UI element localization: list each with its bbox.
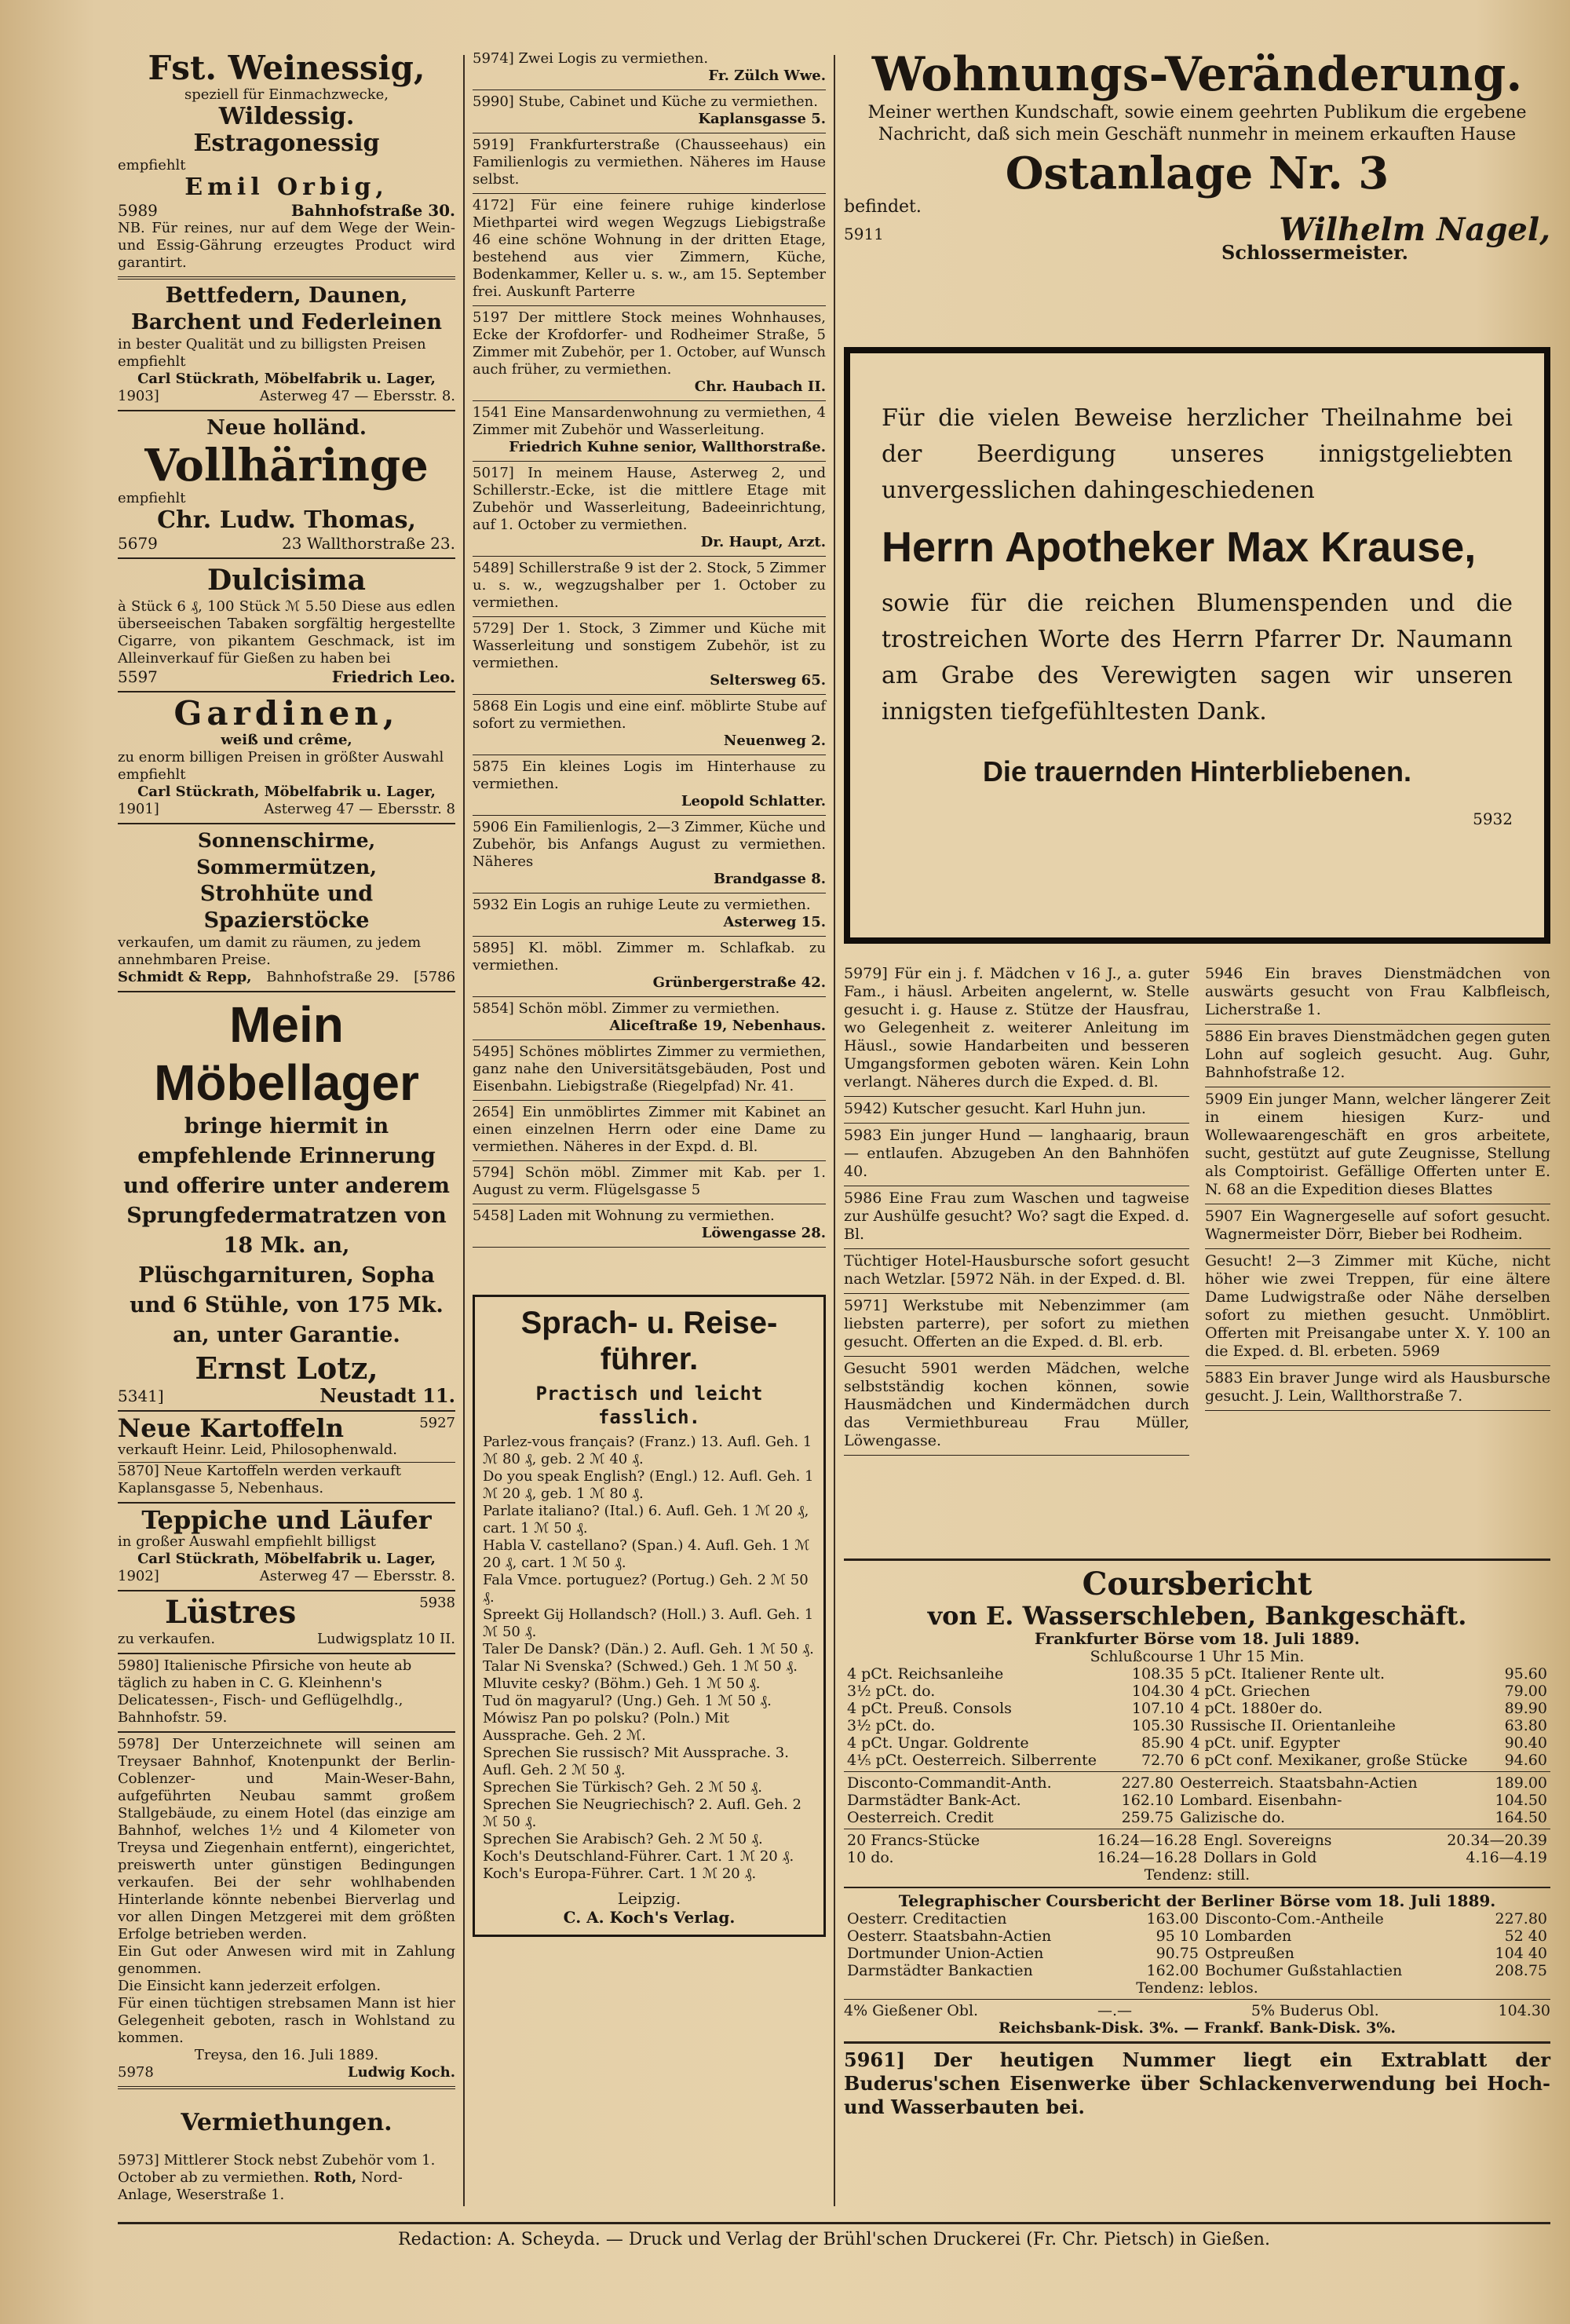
ad-pfirsiche <box>118 1654 455 1733</box>
cours-row <box>844 1809 1550 1826</box>
ad-title: Vollhäringe <box>144 440 429 491</box>
footer-rule <box>118 2222 1550 2224</box>
cours-value: 259.75 <box>1121 1809 1174 1826</box>
ad-number: 5978] <box>118 1736 159 1752</box>
section-vermiethungen <box>118 2089 455 2204</box>
cours-value: 94.60 <box>1504 1752 1547 1769</box>
ad-name: Roth, <box>313 2169 357 2186</box>
cours-item: 3½ pCt. do. <box>847 1717 936 1734</box>
ad-text: NB. Für reines, nur auf dem Wege der Wein- und Essig-Gährung erzeugtes Product wird garantirt. <box>118 220 455 271</box>
cours-item: 4⅕ pCt. Oesterreich. Silberrente <box>847 1752 1097 1769</box>
ad-number: 5989 <box>118 201 158 220</box>
cours-row <box>844 1962 1550 1979</box>
notice-name: Herrn Apotheker Max Krause, <box>882 524 1477 571</box>
rental-ad <box>473 1204 826 1248</box>
ad-signature: Kaplansgasse 5. <box>698 111 826 127</box>
ad-text: Practisch und leicht fasslich. <box>535 1383 763 1428</box>
cours-row <box>844 1700 1550 1717</box>
cours-value: 20.34—20.39 <box>1447 1832 1547 1849</box>
cours-value: 227.80 <box>1495 1910 1547 1928</box>
cours-item: 4 pCt. 1880er do. <box>1190 1700 1323 1717</box>
cours-time: Schlußcourse 1 Uhr 15 Min. <box>1090 1648 1305 1665</box>
ad-text: 5895] Kl. möbl. Zimmer m. Schlafkab. zu vermiethen. <box>473 940 826 974</box>
cours-item: Ostpreußen <box>1205 1945 1294 1962</box>
guide-entry: Sprechen Sie russisch? Mit Aussprache. 3. Aufl. Geh. 2 ℳ 50 ₰. <box>483 1745 789 1778</box>
ad-text: Meiner werthen Kundschaft, sowie einem geehrten Publikum die ergebene Nachricht, daß sich mein Geschäft nunmehr in meinem erkauften Hause <box>867 103 1527 144</box>
column-rule <box>463 55 465 2206</box>
classified-ad: 5883 Ein braver Junge wird als Hausbursche gesucht. J. Lein, Wallthorstraße 7. <box>1205 1366 1550 1411</box>
guide-entry: Parlez-vous français? (Franz.) 13. Aufl. Geh. 1 ℳ 80 ₰, geb. 2 ℳ 40 ₰. <box>483 1434 812 1467</box>
ad-number: 5973] <box>118 2152 159 2169</box>
cours-item: Oesterr. Creditactien <box>847 1910 1007 1928</box>
ad-number: 5927 <box>419 1415 455 1431</box>
classified-ad: 5942) Kutscher gesucht. Karl Huhn jun. <box>844 1097 1189 1124</box>
guide-entry: Spreekt Gij Hollandsch? (Holl.) 3. Aufl. Geh. 1 ℳ 50 ₰. <box>483 1606 814 1640</box>
ad-number: 1901] <box>118 801 159 817</box>
ad-title: Wildessig. <box>218 103 355 130</box>
guide-entry: Parlate italiano? (Ital.) 6. Aufl. Geh. 1 ℳ 20 ₰, cart. 1 ℳ 50 ₰. <box>483 1503 809 1537</box>
ad-title: Gardinen, <box>173 694 400 733</box>
ad-text: zu enorm billigen Preisen in größter Auswahl empfiehlt <box>118 749 444 783</box>
ad-text: Schlossermeister. <box>1221 241 1408 264</box>
ad-text: bringe hiermit in empfehlende Erinnerung und offerire unter anderem Sprungfedermatratzen von 18 Mk. an, Plüschgarnituren, Sopha und 6 Stühle, von 175 Mk. an, unter Garantie. <box>123 1114 450 1347</box>
cours-value: 16.24—16.28 <box>1097 1832 1198 1849</box>
cours-value: 79.00 <box>1504 1683 1547 1700</box>
ad-text: 5875 Ein kleines Logis im Hinterhause zu vermiethen. <box>473 758 826 792</box>
cours-subtitle: von E. Wasserschleben, Bankgeschäft. <box>927 1601 1467 1631</box>
ad-name: Wilhelm Nagel, <box>1279 211 1550 248</box>
ad-address: Nord-Anlage, Weserstraße 1. <box>118 2169 403 2203</box>
rental-ad <box>473 816 826 893</box>
ad-number: 5341] <box>118 1387 164 1405</box>
ad-title: Mein Möbellager <box>154 996 419 1111</box>
cours-row <box>844 1832 1550 1849</box>
ad-text: 1541 Eine Mansardenwohnung zu vermiethen, 4 Zimmer mit Zubehör und Wasserleitung. <box>473 404 826 438</box>
guide-entry: Koch's Europa-Führer. Cart. 1 ℳ 20 ₰. <box>483 1865 757 1882</box>
cours-item: Lombarden <box>1205 1928 1292 1945</box>
ad-address: Asterweg 47 — Ebersstr. 8. <box>259 1568 455 1584</box>
cours-item: 4 pCt. Griechen <box>1190 1683 1310 1700</box>
rental-ad <box>473 617 826 695</box>
cours-tendenz: Tendenz: leblos. <box>1136 1979 1258 1997</box>
ad-number: 1903] <box>118 388 159 404</box>
cours-item: 4 pCt. unif. Egypter <box>1190 1734 1340 1752</box>
ad-name: Ludwig Koch. <box>347 2064 455 2081</box>
guide-entry: Taler De Dansk? (Dän.) 2. Aufl. Geh. 1 ℳ 50 ₰. <box>483 1641 814 1657</box>
ad-title: Wohnungs-Veränderung. <box>871 47 1523 102</box>
guide-entry: Mluvite cesky? (Böhm.) Geh. 1 ℳ 50 ₰. <box>483 1675 761 1692</box>
ad-text: 5854] Schön möbl. Zimmer zu vermiethen. <box>473 1000 780 1017</box>
cours-row <box>844 1683 1550 1700</box>
cours-value: 89.90 <box>1504 1700 1547 1717</box>
rental-ad <box>473 1161 826 1204</box>
ad-text: 2654] Ein unmöblirtes Zimmer mit Kabinet an einen einzelnen Herrn oder eine Dame zu vermiethen. Näheres in der Expd. d. Bl. <box>473 1104 826 1155</box>
cours-item: 4% Gießener Obl. <box>844 2002 979 2019</box>
cours-item: Bochumer Gußstahlactien <box>1205 1962 1403 1979</box>
column-2 <box>473 47 826 1937</box>
cours-title: Coursbericht <box>1082 1566 1313 1602</box>
divider <box>844 1558 1550 1561</box>
cours-row <box>844 1774 1550 1792</box>
ad-address: Ostanlage Nr. 3 <box>1005 148 1389 199</box>
ad-signature: Neuenweg 2. <box>723 733 826 749</box>
cours-value: 85.90 <box>1141 1734 1185 1752</box>
ad-text: Für einen tüchtigen strebsamen Mann ist hier Gelegenheit geboten, rasch in Wohlstand zu kommen. <box>118 1995 455 2046</box>
cours-item: 4 pCt. Ungar. Goldrente <box>847 1734 1029 1752</box>
ad-signature: Seltersweg 65. <box>710 672 826 689</box>
guide-entry: Sprechen Sie Arabisch? Geh. 2 ℳ 50 ₰. <box>483 1831 763 1847</box>
cours-value: 162.10 <box>1121 1792 1174 1809</box>
ad-signature: Friedrich Kuhne senior, Wallthorstraße. <box>509 439 826 455</box>
ad-address: Ludwigsplatz 10 II. <box>316 1631 455 1647</box>
ad-number: 5938 <box>419 1595 455 1611</box>
ad-text: 5495] Schönes möblirtes Zimmer zu vermiethen, ganz nahe den Universitätsgebäuden, Post und Eisenbahn. Liebigstraße (Riegelpfad) Nr. 41. <box>473 1043 826 1094</box>
ad-title: Neue Kartoffeln <box>118 1413 344 1443</box>
ad-text: Ein Gut oder Anwesen wird mit in Zahlung genommen. <box>118 1943 455 1977</box>
ad-name: Carl Stückrath, Möbelfabrik u. Lager, <box>137 784 436 800</box>
ad-text: 4172] Für eine feinere ruhige kinderlose Miethpartei wird wegen Wegzugs Liebigstraße 46 eine schöne Wohnung in der dritten Etage, bestehend aus vier Zimmern, Küche, Bodenkammer, Keller u. s. w., am 15. September frei. Auskunft Parterre <box>473 197 826 300</box>
ad-text: à Stück 6 ₰, 100 Stück ℳ 5.50 Diese aus edlen überseeischen Tabaken sorgfältig hergestellte Cigarre, von pikantem Geschmack, ist im Alleinverkauf für Gießen zu haben bei <box>118 598 455 667</box>
ad-text: Mittlerer Stock nebst Zubehör vom 1. October ab zu vermiethen. <box>118 2152 436 2186</box>
cours-value: 104.30 <box>1498 2002 1550 2019</box>
guide-entry: Sprechen Sie Neugriechisch? 2. Aufl. Geh. 2 ℳ 50 ₰. <box>483 1796 801 1830</box>
rental-ad <box>473 557 826 617</box>
cours-row <box>844 1792 1550 1809</box>
column-3 <box>844 47 1550 262</box>
ad-text: 5197 Der mittlere Stock meines Wohnhauses, Ecke der Krofdorfer- und Rodheimer Straße, 5 Zimmer mit Zubehör, per 1. October, auf Wunsch auch früher, zu vermiethen. <box>473 309 826 378</box>
ad-title: Dulcisima <box>206 564 367 597</box>
guide-entry: Tud ön magyarul? (Ung.) Geh. 1 ℳ 50 ₰. <box>483 1693 772 1709</box>
cours-item: Disconto-Commandit-Anth. <box>847 1774 1052 1792</box>
ad-number: 5679 <box>118 534 158 553</box>
ad-text: befindet. <box>844 197 922 217</box>
cours-item: 5 pCt. Italiener Rente ult. <box>1190 1665 1386 1683</box>
ad-number: 5911 <box>844 225 884 243</box>
cours-item: Oesterr. Staatsbahn-Actien <box>847 1928 1052 1945</box>
section-title: Vermiethungen. <box>181 2109 392 2136</box>
ad-weinessig <box>118 47 455 280</box>
cours-value: 63.80 <box>1504 1717 1547 1734</box>
ad-title: Estragonessig <box>193 130 380 157</box>
rental-ad <box>473 1101 826 1161</box>
ad-wohnung <box>844 47 1550 262</box>
ad-text: in großer Auswahl empfiehlt billigst <box>118 1533 376 1550</box>
classified-ad: 5983 Ein junger Hund — langhaarig, braun — entlaufen. Abzugeben An den Bahnhöfen 40. <box>844 1124 1189 1186</box>
ad-text: Die Einsicht kann jederzeit erfolgen. <box>118 1978 382 1994</box>
ad-text: 5729] Der 1. Stock, 3 Zimmer und Küche mit Wasserleitung und sonstigem Zubehör, ist zu vermiethen. <box>473 620 826 671</box>
coursbericht <box>844 1566 1550 2119</box>
ad-text: 5489] Schillerstraße 9 ist der 2. Stock, 5 Zimmer u. s. w., wegzugshalber per 1. October zu vermiethen. <box>473 560 826 611</box>
cours-value: 189.00 <box>1495 1774 1547 1792</box>
cours-item: 3½ pCt. do. <box>847 1683 936 1700</box>
cours-item: Dortmunder Union-Actien <box>847 1945 1044 1962</box>
cours-value: 90.40 <box>1504 1734 1547 1752</box>
guide-entry: Koch's Deutschland-Führer. Cart. 1 ℳ 20 ₰. <box>483 1848 794 1865</box>
ad-text: in bester Qualität und zu billigsten Preisen empfiehlt <box>118 336 426 370</box>
ad-text: empfiehlt <box>118 490 186 506</box>
column-3-right-ads <box>1205 962 1550 1411</box>
cours-item: Engl. Sovereigns <box>1203 1832 1332 1849</box>
ad-text: 5974] Zwei Logis zu vermiethen. <box>473 50 709 67</box>
cours-value: 104.50 <box>1495 1792 1547 1809</box>
ad-text: zu verkaufen. <box>118 1631 216 1647</box>
ad-address: Asterweg 47 — Ebersstr. 8. <box>259 388 455 404</box>
cours-table <box>844 1774 1550 1826</box>
cours-value: 95.60 <box>1504 1665 1547 1683</box>
ad-name: Schmidt & Repp, <box>118 969 252 985</box>
cours-bank: Reichsbank-Disk. 3%. — Frankf. Bank-Disk. 3%. <box>998 2019 1397 2037</box>
ad-gardinen <box>118 692 455 824</box>
notice-text: Für die vielen Beweise herzlicher Theilnahme bei der Beerdigung unseres innigstgeliebten unvergesslichen dahingeschiedenen <box>882 404 1513 504</box>
ad-number: 5597 <box>118 667 158 686</box>
classified-ad: 5886 Ein braves Dienstmädchen gegen guten Lohn auf sogleich gesucht. Aug. Guhr, Bahnhofstraße 12. <box>1205 1025 1550 1087</box>
cours-item: Galizische do. <box>1180 1809 1286 1826</box>
ad-kartoffeln <box>118 1412 455 1504</box>
cours-item: Darmstädter Bankactien <box>847 1962 1033 1979</box>
ad-text: 5932 Ein Logis an ruhige Leute zu vermiethen. <box>473 897 811 913</box>
rental-ad <box>473 133 826 194</box>
ad-signature: Leopold Schlatter. <box>681 793 826 809</box>
ad-text: 5794] Schön möbl. Zimmer mit Kab. per 1. August zu verm. Flügelsgasse 5 <box>473 1164 826 1198</box>
notice-signature: Die trauernden Hinterbliebenen. <box>982 755 1412 787</box>
ad-list <box>483 1434 816 1883</box>
classified-ad: Gesucht 5901 werden Mädchen, welche selbstständig kochen können, sowie Hausmädchen und Kindermädchen durch das Vermiethbureau Frau Müller, Löwengasse. <box>844 1357 1189 1456</box>
ad-signature: Asterweg 15. <box>723 914 826 930</box>
cours-value: 108.35 <box>1131 1665 1185 1683</box>
ad-text: speziell für Einmachzwecke, <box>184 86 389 103</box>
rental-ad <box>473 47 826 90</box>
classified-ad: 5909 Ein junger Mann, welcher längerer Zeit in einem hiesigen Kurz- und Wollewaarengeschäft en gros arbeitete, sucht, gestützt auf gute Zeugnisse, Stellung als Comptoirist. Gefällige Offerten unter E. N. 68 an die Expedition dieses Blattes <box>1205 1087 1550 1204</box>
column-3-left-ads <box>844 962 1189 1456</box>
ad-address: Bahnhofstraße 29. <box>266 969 400 985</box>
ad-vollharinge <box>118 411 455 559</box>
cours-value: 163.00 <box>1146 1910 1199 1928</box>
ad-text: Neue holländ. <box>206 416 367 440</box>
ad-text: weiß und crême, <box>221 732 352 748</box>
ad-address: Neustadt 11. <box>319 1384 455 1407</box>
cours-item: Russische II. Orientanleihe <box>1190 1717 1396 1734</box>
ad-name: Friedrich Leo. <box>331 667 455 686</box>
ad-lustres <box>118 1591 455 1654</box>
rental-ad <box>473 90 826 133</box>
ad-title: Sonnenschirme, Sommermützen, <box>196 829 377 879</box>
cours-item: Lombard. Eisenbahn- <box>1180 1792 1342 1809</box>
ad-signature: Grünbergerstraße 42. <box>652 974 826 991</box>
rental-ad <box>473 755 826 816</box>
cours-value: 104.30 <box>1131 1683 1185 1700</box>
ad-name: Chr. Ludw. Thomas, <box>157 506 416 534</box>
cours-row <box>844 1717 1550 1734</box>
ad-sprachfuehrer <box>473 1295 826 1937</box>
guide-entry: Mówisz Pan po polsku? (Poln.) Mit Aussprache. Geh. 2 ℳ. <box>483 1710 730 1744</box>
cours-value: 52 40 <box>1504 1928 1547 1945</box>
ad-title: Lüstres <box>165 1594 297 1631</box>
ad-name: Ernst Lotz, <box>195 1350 378 1386</box>
cours-value: 4.16—4.19 <box>1466 1849 1547 1866</box>
ad-bettfedern <box>118 280 455 411</box>
ad-date: Treysa, den 16. Juli 1889. <box>194 2047 379 2063</box>
cours-item: Dollars in Gold <box>1203 1849 1317 1866</box>
ad-text: 5906 Ein Familienlogis, 2—3 Zimmer, Küche und Zubehör, bis Anfangs August zu vermiethen. Näheres <box>473 819 826 870</box>
ad-text: 5919] Frankfurterstraße (Chausseehaus) ein Familienlogis zu vermiethen. Näheres im Hause selbst. <box>473 137 826 188</box>
rental-ad <box>473 937 826 997</box>
ad-signature: Dr. Haupt, Arzt. <box>700 534 826 550</box>
guide-entry: Habla V. castellano? (Span.) 4. Aufl. Geh. 1 ℳ 20 ₰, cart. 1 ℳ 50 ₰. <box>483 1537 810 1571</box>
guide-entry: Talar Ni Svenska? (Schwed.) Geh. 1 ℳ 50 ₰. <box>483 1658 798 1675</box>
cours-item: 6 pCt conf. Mexikaner, große Stücke <box>1190 1752 1468 1769</box>
cours-item: 4 pCt. Preuß. Consols <box>847 1700 1012 1717</box>
ad-sonnenschirme <box>118 824 455 992</box>
guide-entry: Fala Vmce. portuguez? (Portug.) Geh. 2 ℳ 50 ₰. <box>483 1572 809 1606</box>
cours-item: Darmstädter Bank-Act. <box>847 1792 1021 1809</box>
classified-ad: Gesucht! 2—3 Zimmer mit Küche, nicht höher wie zwei Treppen, für eine ältere Dame Ludwigstraße oder Nähe derselben sofort zu miethen gesucht. Unmöblirt. Offerten mit Preisangabe unter X. Y. 100 an die Exped. d. Bl. erbeten. 5969 <box>1205 1249 1550 1366</box>
classified-ad: 5907 Ein Wagnergeselle auf sofort gesucht. Wagnermeister Dörr, Bieber bei Rodheim. <box>1205 1204 1550 1249</box>
ad-address: 23 Wallthorstraße 23. <box>281 534 455 553</box>
cours-value: 90.75 <box>1156 1945 1199 1962</box>
ad-name: Emil Orbig, <box>184 174 389 201</box>
guide-entry: Sprechen Sie Türkisch? Geh. 2 ℳ 50 ₰. <box>483 1779 762 1796</box>
ad-address: Asterweg 47 — Ebersstr. 8 <box>264 801 455 817</box>
ad-name: Carl Stückrath, Möbelfabrik u. Lager, <box>137 1551 436 1567</box>
ad-number: 5932 <box>1473 809 1513 828</box>
cours-table <box>844 1665 1550 1769</box>
ad-signature: Löwengasse 28. <box>701 1225 826 1241</box>
rental-ad <box>473 462 826 557</box>
cours-row <box>844 1910 1550 1928</box>
rental-ad <box>473 997 826 1040</box>
ad-text: Der Unterzeichnete will seinen am Treysaer Bahnhof, Knotenpunkt der Berlin-Coblenzer- und Main-Weser-Bahn, aufgeführten Neubau sammt großem Stallgebäude, zu einem Hotel (das einzige am Bahnhof, welches 1½ und 4 Kilometer von Treysa und Ziegenhain entfernt), eingerichtet, preiswerth unter günstigen Bedingungen verkaufen. Bei der sehr wohlhabenden Hinterlande könnte nebenbei Bierverlag und vor allen Dingen Metzgerei mit dem größten Erfolge betrieben werden. <box>118 1736 455 1942</box>
ad-text: 5017] In meinem Hause, Asterweg 2, und Schillerstr.-Ecke, ist die mittlere Etage mit Zubehör und Wasserleitung, Badeeinrichtung, auf 1. October zu vermiethen. <box>473 465 826 533</box>
ad-text: Leipzig. <box>617 1889 681 1908</box>
mourning-notice <box>844 347 1550 944</box>
cours-value: 107.10 <box>1131 1700 1185 1717</box>
ad-number: 5870] <box>118 1463 159 1479</box>
ad-name: C. A. Koch's Verlag. <box>563 1908 736 1927</box>
ad-address: Bahnhofstraße 30. <box>290 201 455 220</box>
ad-title: Strohhüte und Spazierstöcke <box>199 882 374 933</box>
ad-number: 1902] <box>118 1568 159 1584</box>
cours-row <box>844 1752 1550 1769</box>
extrablatt-notice: 5961] Der heutigen Nummer liegt ein Extrablatt der Buderus'schen Eisenwerke über Schlackenverwendung bei Hoch- und Wasserbauten bei. <box>844 2048 1550 2118</box>
rental-ad <box>473 401 826 462</box>
classified-ad: 5971] Werkstube mit Nebenzimmer (am liebsten parterre), per sofort zu miethen gesucht. Offerten an die Exped. d. Bl. erb. <box>844 1294 1189 1357</box>
cours-value: —.— <box>1097 2002 1132 2019</box>
cours-item: Oesterreich. Credit <box>847 1809 994 1826</box>
ad-address: Kaplansgasse 5, Nebenhaus. <box>118 1480 324 1496</box>
cours-item: 4 pCt. Reichsanleihe <box>847 1665 1004 1683</box>
ad-signature: Aliceſtraße 19, Nebenhaus. <box>609 1018 826 1034</box>
ad-teppiche <box>118 1504 455 1591</box>
rental-ad <box>473 306 826 401</box>
cours-row <box>844 1849 1550 1866</box>
cours-row <box>844 1665 1550 1683</box>
ad-name: Carl Stückrath, Möbelfabrik u. Lager, <box>137 371 436 387</box>
cours-value: 95 10 <box>1156 1928 1199 1945</box>
column-1 <box>118 47 455 2204</box>
ad-signature: Brandgasse 8. <box>713 871 826 887</box>
cours-value: 72.70 <box>1141 1752 1185 1769</box>
cours-item: Oesterreich. Staatsbahn-Actien <box>1180 1774 1418 1792</box>
cours-value: 162.00 <box>1146 1962 1199 1979</box>
ad-text: verkauft Heinr. Leid, Philosophenwald. <box>118 1442 455 1463</box>
ad-title: Fst. Weinessig, <box>148 49 425 87</box>
ad-text: 5458] Laden mit Wohnung zu vermiethen. <box>473 1208 775 1224</box>
cours-value: 164.50 <box>1495 1809 1547 1826</box>
ad-signature: Chr. Haubach II. <box>694 378 826 395</box>
cours-tendenz: Tendenz: still. <box>1144 1866 1251 1884</box>
rental-ad <box>473 893 826 937</box>
cours-date: Frankfurter Börse vom 18. Juli 1889. <box>1034 1629 1360 1648</box>
ad-signature: Fr. Zülch Wwe. <box>708 68 826 84</box>
cours-item: Disconto-Com.-Antheile <box>1205 1910 1384 1928</box>
ad-treysa <box>118 1733 455 2089</box>
ad-number: [5786 <box>414 969 455 985</box>
ad-moebellager <box>118 992 455 1412</box>
ad-text: Italienische Pfirsiche von heute ab täglich zu haben in C. G. Kleinhenn's Delicatessen-, Fisch- und Geflügelhdlg., Bahnhofstr. 59. <box>118 1657 412 1726</box>
footer-imprint: Redaction: A. Scheyda. — Druck und Verlag der Brühl'schen Druckerei (Fr. Chr. Pietsch) in Gießen. <box>398 2230 1270 2249</box>
ad-text: Neue Kartoffeln werden verkauft <box>163 1463 402 1479</box>
ad-title: Teppiche und Läufer <box>141 1505 432 1535</box>
rental-ad <box>473 194 826 306</box>
cours-item: 10 do. <box>847 1849 894 1866</box>
cours-table <box>844 1832 1550 1866</box>
ad-text: 5868 Ein Logis und eine einf. möblirte Stube auf sofort zu vermiethen. <box>473 698 826 732</box>
rental-ads-list <box>473 47 826 1248</box>
rental-ad <box>473 695 826 755</box>
ad-title: Barchent und Federleinen <box>130 310 443 334</box>
cours-table <box>844 1910 1550 1979</box>
ad-title: Bettfedern, Daunen, <box>165 283 408 308</box>
classified-ad: 5946 Ein braves Dienstmädchen von auswärts gesucht von Frau Kalbfleisch, Licherstraße 1. <box>1205 962 1550 1025</box>
classified-ad: 5986 Eine Frau zum Waschen und tagweise zur Aushülfe gesucht? Wo? sagt die Exped. d. Bl. <box>844 1186 1189 1249</box>
classified-ad: 5979] Für ein j. f. Mädchen v 16 J., a. guter Fam., i häusl. Arbeiten angelernt, w. Stelle gesucht i. g. Hause z. Stütze der Hausfrau, wo Gelegenheit z. weiterer Anleitung im Häusl., sowie Handarbeiten und besseren Umgangsformen geboten wären. Kein Lohn verlangt. Näheres durch die Exped. d. Bl. <box>844 962 1189 1097</box>
column-rule <box>834 55 835 2206</box>
ad-text: verkaufen, um damit zu räumen, zu jedem annehmbaren Preise. <box>118 934 422 968</box>
cours-tele-title: Telegraphischer Coursbericht der Berliner Börse vom 18. Juli 1889. <box>898 1891 1496 1910</box>
ad-text: empfiehlt <box>118 157 186 174</box>
ad-number: 5978 <box>118 2064 154 2081</box>
cours-value: 105.30 <box>1131 1717 1185 1734</box>
ad-number: 5980] <box>118 1657 159 1674</box>
cours-value: 227.80 <box>1121 1774 1174 1792</box>
guide-entry: Do you speak English? (Engl.) 12. Aufl. Geh. 1 ℳ 20 ₰, geb. 1 ℳ 80 ₰. <box>483 1468 814 1502</box>
rental-ad <box>473 1040 826 1101</box>
ad-text: 5990] Stube, Cabinet und Küche zu vermiethen. <box>473 93 818 110</box>
cours-row <box>844 1734 1550 1752</box>
cours-item: 20 Francs-Stücke <box>847 1832 980 1849</box>
cours-row <box>844 1945 1550 1962</box>
ad-dulcisima <box>118 559 455 692</box>
cours-value: 16.24—16.28 <box>1097 1849 1198 1866</box>
classified-ad: Tüchtiger Hotel-Hausbursche sofort gesucht nach Wetzlar. [5972 Näh. in der Exped. d. Bl. <box>844 1249 1189 1294</box>
ad-title: Sprach- u. Reise-führer. <box>520 1306 778 1376</box>
cours-value: 208.75 <box>1495 1962 1547 1979</box>
cours-item: 5% Buderus Obl. <box>1251 2002 1379 2019</box>
notice-text: sowie für die reichen Blumenspenden und die trostreichen Worte des Herrn Pfarrer Dr. Naumann am Grabe des Verewigten sagen wir unseren innigsten tiefgefühltesten Dank. <box>882 590 1513 725</box>
cours-row <box>844 1928 1550 1945</box>
cours-value: 104 40 <box>1495 1945 1547 1962</box>
